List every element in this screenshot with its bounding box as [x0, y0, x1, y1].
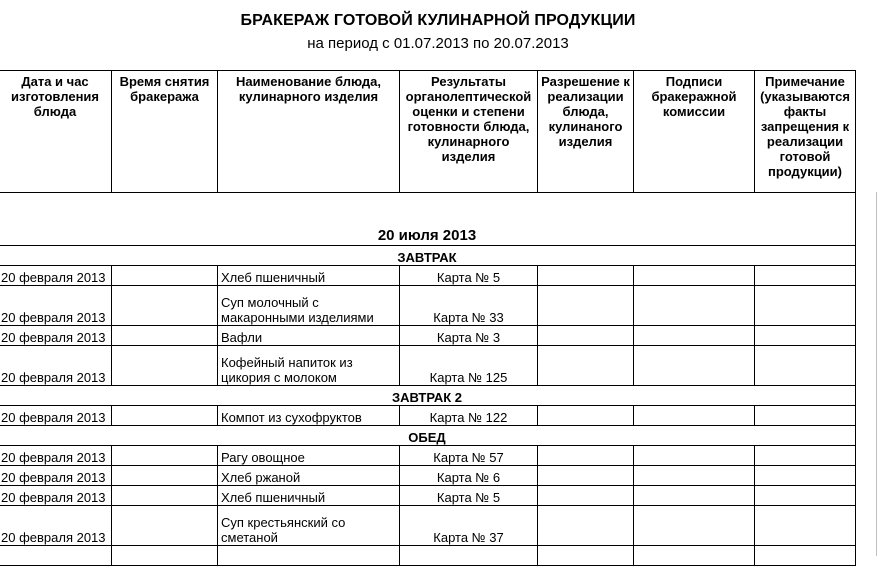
table-row: [0, 326, 856, 346]
header-notes: Примечание (указываются факты запрещения к реализации готовой продукции): [755, 71, 856, 193]
row-card: Карта № 3: [400, 326, 538, 346]
header-date: Дата и час изготовления блюда: [0, 71, 112, 193]
row-card: Карта № 5: [400, 266, 538, 286]
meal-label-lunch: ОБЕД: [0, 426, 856, 446]
table-row: [0, 446, 856, 466]
table-row: [0, 486, 856, 506]
row-date: 20 февраля 2013: [0, 406, 112, 426]
row-permission: [538, 266, 634, 286]
header-results: Результаты органолептической оценки и степени готовности блюда, кулинарного изделия: [400, 71, 538, 193]
row-date: 20 февраля 2013: [0, 326, 112, 346]
row-dish: Хлеб пшеничный: [218, 486, 400, 506]
row-permission: [538, 346, 634, 386]
row-signatures: [634, 266, 755, 286]
row-date: 20 февраля 2013: [0, 286, 112, 326]
row-dish: Компот из сухофруктов: [218, 406, 400, 426]
row-date: 20 февраля 2013: [0, 266, 112, 286]
row-notes: [755, 286, 856, 326]
header-permission: Разрешение к реализации блюда, кулинаного изделия: [538, 71, 634, 193]
row-date: 20 февраля 2013: [0, 506, 112, 546]
row-signatures: [634, 406, 755, 426]
row-card: Карта № 37: [400, 506, 538, 546]
meal-row: [0, 426, 856, 446]
row-dish: Суп молочный с макаронными изделиями: [218, 286, 400, 326]
row-notes: [755, 266, 856, 286]
row-permission: [538, 466, 634, 486]
row-signatures: [634, 486, 755, 506]
row-dish: Суп крестьянский со сметаной: [218, 506, 400, 546]
row-check-time: [112, 506, 218, 546]
meal-label-breakfast: ЗАВТРАК: [0, 246, 856, 266]
row-permission: [538, 406, 634, 426]
table-row: [0, 406, 856, 426]
row-signatures: [634, 506, 755, 546]
row-notes: [755, 446, 856, 466]
row-permission: [538, 286, 634, 326]
row-signatures: [634, 346, 755, 386]
row-dish: Рагу овощное: [218, 446, 400, 466]
row-check-time: [112, 446, 218, 466]
header-check-time: Время снятия бракеража: [112, 71, 218, 193]
brakerage-table: [0, 70, 856, 566]
row-notes: [755, 486, 856, 506]
row-notes: [755, 346, 856, 386]
row-dish: Хлеб пшеничный: [218, 266, 400, 286]
row-notes: [755, 326, 856, 346]
row-card: Карта № 5: [400, 486, 538, 506]
table-row: [0, 286, 856, 326]
row-signatures: [634, 286, 755, 326]
meal-row: [0, 386, 856, 406]
table-header-row: [0, 71, 856, 193]
table-row: [0, 266, 856, 286]
meal-label-second-breakfast: ЗАВТРАК 2: [0, 386, 856, 406]
row-card: Карта № 125: [400, 346, 538, 386]
header-dish-name: Наименование блюда, кулинарного изделия: [218, 71, 400, 193]
row-check-time: [112, 486, 218, 506]
row-card: Карта № 6: [400, 466, 538, 486]
row-card: Карта № 33: [400, 286, 538, 326]
row-notes: [755, 406, 856, 426]
row-dish: Вафли: [218, 326, 400, 346]
row-check-time: [112, 326, 218, 346]
meal-row: [0, 246, 856, 266]
row-card: Карта № 57: [400, 446, 538, 466]
day-label: 20 июля 2013: [0, 193, 856, 246]
row-signatures: [634, 466, 755, 486]
row-check-time: [112, 466, 218, 486]
row-permission: [538, 326, 634, 346]
row-check-time: [112, 346, 218, 386]
row-date: 20 февраля 2013: [0, 346, 112, 386]
row-check-time: [112, 286, 218, 326]
row-notes: [755, 506, 856, 546]
row-signatures: [634, 326, 755, 346]
row-date: 20 февраля 2013: [0, 486, 112, 506]
row-dish: Хлеб ржаной: [218, 466, 400, 486]
row-check-time: [112, 266, 218, 286]
row-notes: [755, 466, 856, 486]
row-date: 20 февраля 2013: [0, 466, 112, 486]
sheet-gridline: [876, 192, 877, 556]
row-check-time: [112, 406, 218, 426]
table-row: [0, 466, 856, 486]
row-permission: [538, 446, 634, 466]
header-signatures: Подписи бракеражной комиссии: [634, 71, 755, 193]
table-row: [0, 346, 856, 386]
row-permission: [538, 506, 634, 546]
row-date: 20 февраля 2013: [0, 446, 112, 466]
document-period: на период с 01.07.2013 по 20.07.2013: [307, 35, 569, 52]
document-title: БРАКЕРАЖ ГОТОВОЙ КУЛИНАРНОЙ ПРОДУКЦИИ: [240, 12, 636, 29]
row-permission: [538, 486, 634, 506]
table-row: [0, 506, 856, 546]
day-row: [0, 193, 856, 246]
row-dish: Кофейный напиток из цикория с молоком: [218, 346, 400, 386]
row-signatures: [634, 446, 755, 466]
row-card: Карта № 122: [400, 406, 538, 426]
